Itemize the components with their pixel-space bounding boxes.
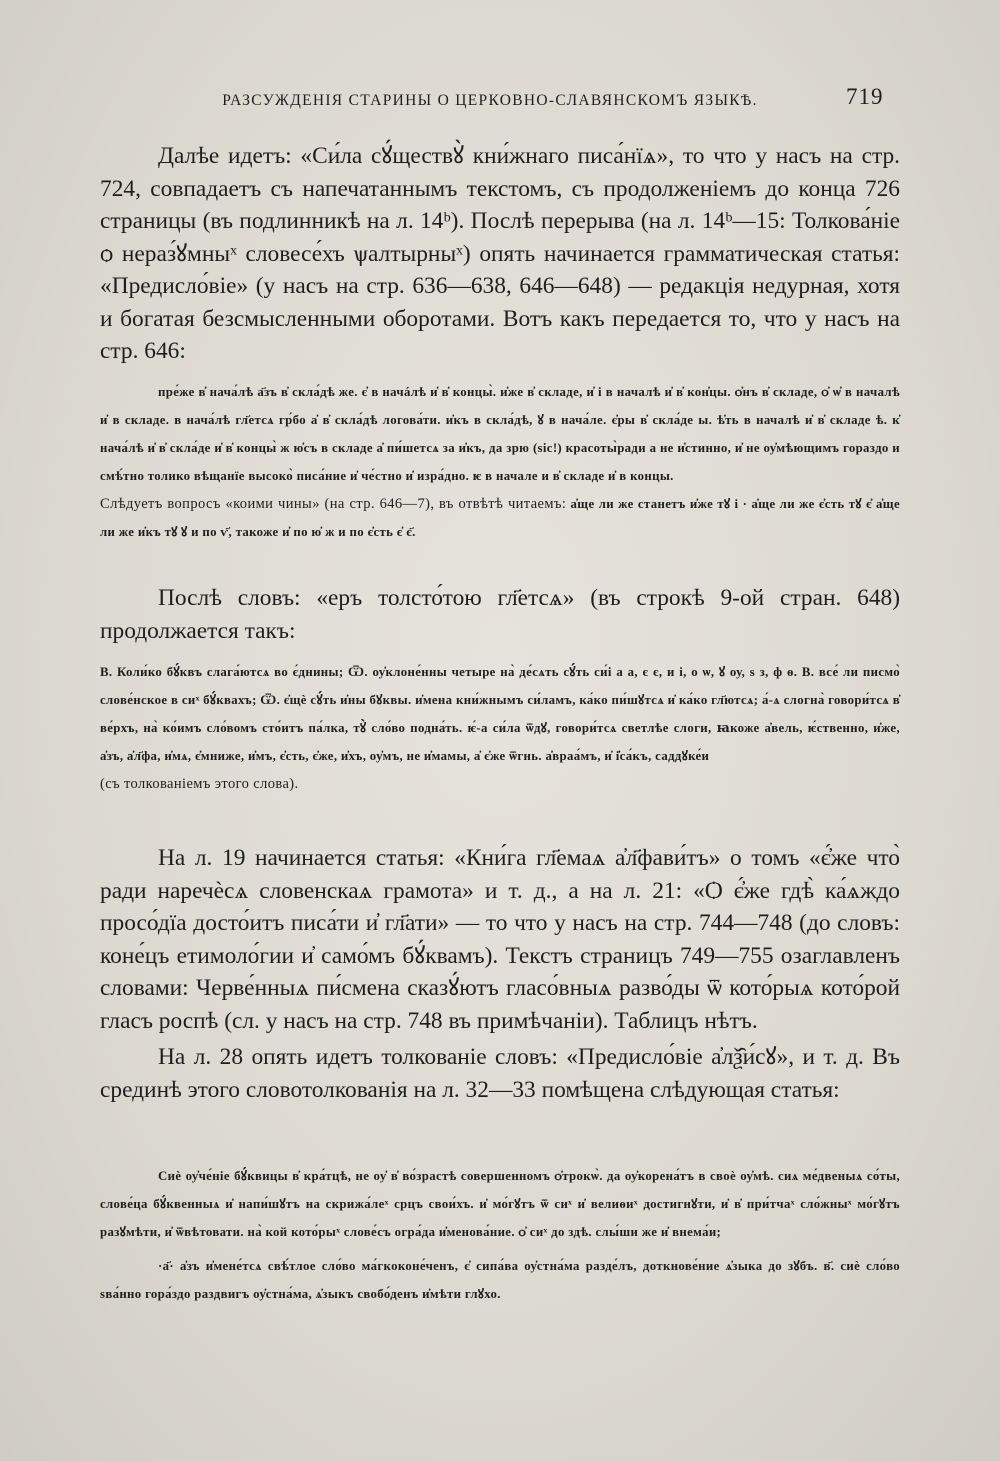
quote-block-1	[100, 378, 900, 546]
quote-1-answer: а̓ще ли же станетъ и̓же тꙋ і · а̓ще ли же є̓сть тꙋ є̓ а̓ще ли же и̓къ тꙋ ꙋ и по ѵ҃, такоже и̓ по ю̓ ж и по є̓сть є̓ є҃.	[100, 497, 900, 539]
quote-2-note: (съ толкованіемъ этого слова).	[100, 776, 299, 792]
paragraph-1-text: Далѣе идетъ: «Си́ла сꙋ́ществꙋ̀ кни́жнаго писа́нїѧ», то что у насъ на стр. 724, совпадаетъ съ напечатаннымъ текстомъ, съ продолженіемъ до конца 726 страницы (въ подлинникѣ на л. 14ᵇ). Послѣ перерыва (на л. 14ᵇ—15: Толкова́ніе ѻ нераз́ꙋмныˣ словесе́хъ ѱалтырныˣ) опять начинается грамматическая статья: «Предисло́віе» (у насъ на стр. 636—638, 646—648) — редакція недурная, хотя и богатая безсмысленными оборотами. Вотъ какъ передается то, что у насъ на стр. 646:	[100, 143, 900, 364]
paragraph-2	[100, 582, 900, 647]
quote-1-question: Слѣдуетъ вопросъ «коими чины» (на стр. 646—7), въ отвѣтѣ читаемъ:	[100, 496, 567, 512]
quote-1-text: пре́же в̓ нача́лѣ а҃зъ в̓ скла́дѣ же. є̓ в начáлѣ и̓ в̓ концы̀. и̓же в̓ складе, и̓ і в началѣ и̓ в̓ кон҆цы. ѻ̓нъ в̓ складе, ѻ̓ ѡ̓ в началѣ и̓ в складе. в нача́лѣ гл҃етсѧ гр́бо а̓ в̓ скла́дѣ логова́ти. и̓къ в скла́дѣ, ꙋ в нача́ле. є̓ры в̓ скла́де ы. ѣ̓ть в началѣ и̓ в̓ складе ѣ. к̓ нача́лѣ и̓ в̓ скла́де и̓ в̓ концы̀ ж ю̓съ в складе а̓ пи́шетсѧ за и̓къ, да зрю (sic!) красоты̀ради а не и̓стинно, и̓ не оу̓мѣющимъ гораздо и смѣ́тно толико вѣщанїе высоко̀ писа́ние и̓ че́стно и̓ изра́дно. ѥ в начале и в̓ складе и̓ в концы.	[100, 385, 900, 483]
quote-2-tail	[100, 770, 900, 798]
page-number: 719	[846, 84, 884, 109]
paragraph-4-text: На л. 28 опять идетъ толкованіе словъ: «Предисло́віе а̓лѯ̑и́сꙋ», и т. д. Въ срединѣ этого словотолкованія на л. 32—33 помѣщена слѣдующая статья:	[100, 1044, 900, 1103]
quote-block-2	[100, 658, 900, 798]
running-header: РАЗСУЖДЕНІЯ СТАРИНЫ О ЦЕРКОВНО-СЛАВЯНСКОМЪ ЯЗЫКѢ.	[222, 92, 758, 109]
quote-block-3	[100, 1162, 900, 1308]
paragraph-3	[100, 842, 900, 1106]
quote-3-para-2: ·а҃· а̓зъ и̓мене́тсѧ свѣ́тлое сло́во ма́гкоконе́ченъ, є̓ сипа́ва оу̓стна́ма разде́лъ, доткнове́ние ѧ̓зыка до зꙋбъ. в҃. сиѐ сло́во ѕва́нно гора́здо раздвигъ оу̓стна́ма, ѧ̓зыкъ свобо́денъ и̓мѣти глꙋхо.	[100, 1259, 900, 1301]
quote-3-para-1: Сиѐ оу̓че́ніе бꙋ́квицы в̓ кра́тцѣ, не оу̓ в̓ во́зрастѣ совершенномъ ѻ̓трокѡ̀. да оу̓корена́тъ в своѐ оу̓мѣ. сиѧ ме́двеныѧ со́ты, слове́ца бꙋ́квенныѧ и̓ напи́шꙋтъ на скрижа́леˣ срцъ свои́хъ. и̓ мо́гꙋтъ ѿ сиˣ и̓ велиѳиˣ достигнꙋти, и̓ в̓ при́тчаˣ сло́жныˣ мо́гꙋтъ разꙋмѣти, и̓ ѿвѣтовати. на̀ кой кото́рыˣ слове́съ огра́да и̓менова́ние. ѻ̓ сиˣ до здѣ. слы́ши же и̓ внема́и;	[100, 1169, 900, 1239]
quote-1-tail	[100, 490, 900, 546]
paragraph-3-text: На л. 19 начинается статья: «Кни́га гл҃емаѧ а̓л҃фави́тъ» о томъ «є̓́же что̀ ради наречѐсѧ словенскаѧ грамота» и т. д., а на л. 21: «Ѻ є̓́же гдѣ̀ ка́ѧждо просо́дїа досто́итъ писа́ти и̓ гл҃ати» — то что у насъ на стр. 744—748 (до словъ: коне́цъ етимоло́гии и̓ само́мъ бꙋ́квамъ). Текстъ страницъ 749—755 озаглавленъ словами: Черве́нныѧ пи́смена сказꙋ́ютъ гласо́вныѧ разво́ды ѿ кото́рыѧ кото́рой гласъ роспѣ (сл. у насъ на стр. 748 въ примѣчаніи). Таблицъ нѣтъ.	[100, 845, 900, 1034]
paragraph-2-text: Послѣ словъ: «еръ толсто́тою гл҃етсѧ» (въ строкѣ 9-ой стран. 648) продолжается такъ:	[100, 585, 900, 644]
quote-2-text: В. Коли́ко бꙋ́квъ слага́ютсѧ во є́днины; Ѿ. оу̓клоне́нны четыре на̀ де́сѧть сꙋ́ть си́і а а, є є, и і, о ѡ, ꙋ оу, ѕ з, ф ѳ. В. все́ ли писмо̀ слове́нское в сиˣ бꙋ́квахъ; Ѿ. є̓щѐ сꙋ́ть и̓ны бꙋквы. и̓мена кни́жнымъ си́ламъ, ка́ко пи́шꙋтсѧ и̓ ка́ко гл҃ютсѧ; а́-ѧ слогна̀ говори́тсѧ в̓ ве́рхъ, на̀ ко́имъ сло́вомъ сто́итъ па́лка, тꙋ̀ сло́во подна́ть. ѥ́-а си́ла ѿдꙋ, говори́тсѧ светлѣе слоги, ꙗкоже а̓вель, ѥ́ственно, и̓же, а̓зъ, а̓л҃фа, и̓мѧ, є̓мниже, и̓мъ, є̓сть, є̓же, и̓хъ, оу̓мъ, не и̓мамы, а̓ є̓же ѿгнь. а̓враа́мъ, и̓ і̓са́къ, саддꙋке́и	[100, 665, 900, 763]
paragraph-1	[100, 140, 900, 368]
